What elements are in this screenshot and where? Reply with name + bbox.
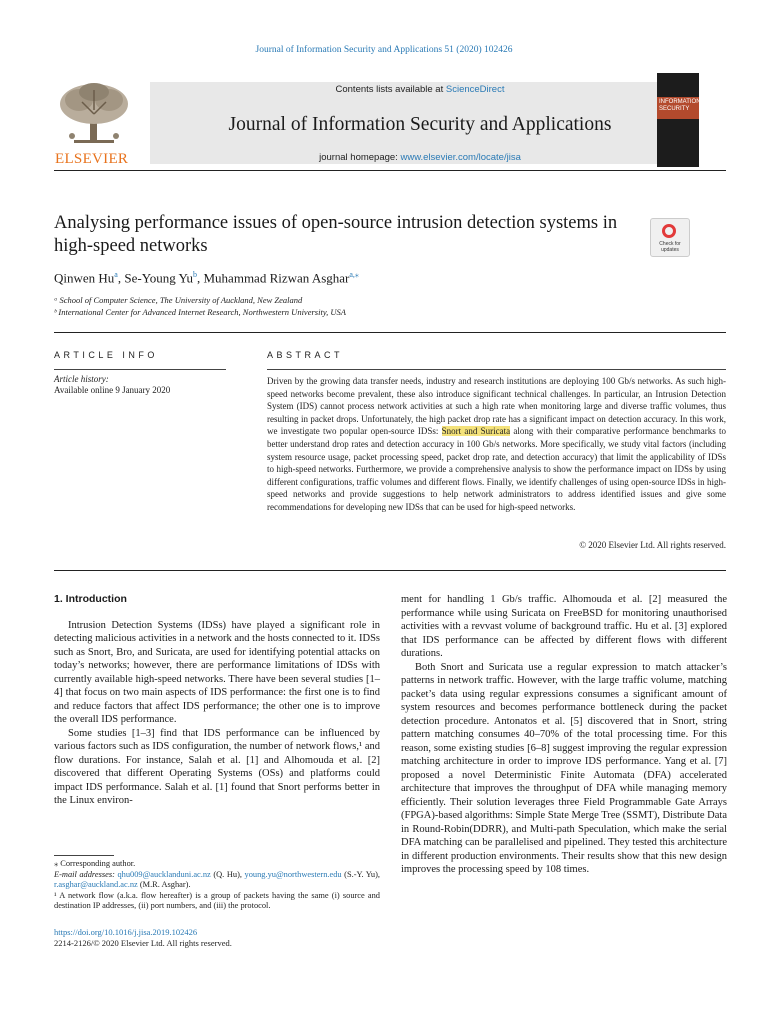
email-owner: (Q. Hu), bbox=[213, 869, 242, 879]
author-affil-mark[interactable]: b bbox=[193, 270, 197, 279]
journal-cover-thumbnail bbox=[657, 73, 699, 167]
corresponding-note: ⁎ Corresponding author. bbox=[54, 859, 136, 868]
section-heading: 1. Introduction bbox=[54, 593, 127, 605]
footnote-1: ¹ A network flow (a.k.a. flow hereafter) is a group of packets having the same (i) source and destination IP addresses, (ii) port numbers, and (iii) the protocol. bbox=[54, 890, 380, 910]
body-paragraph: Intrusion Detection Systems (IDSs) have played a significant role in detecting malicious activities in a network and the hosts connected to it. IDSs such as Snort, Bro, and Suricata, are used for identifying potential attacks on today’s networks; however, there are performance limitations of IDSs with currently available high-speed networks. There have been several studies [1–4] that focus on two main aspects of IDS performance: the first one is to find and reduce factors that affect IDS performance; the other one is to improve the overall IDS performance. bbox=[54, 619, 380, 725]
cover-text: INFORMATION SECURITY bbox=[659, 99, 701, 112]
email-owner: (M.R. Asghar). bbox=[139, 880, 191, 889]
body-paragraph: Both Snort and Suricata use a regular expression to match attacker’s patterns in network traffic. However, with the large traffic volume, matching packet’s data using regular expressions consumes a significant amount of system resources and becomes performance bottleneck during the packet detection procedure. Antonatos et al. [5] discovered that in Snort, string pattern matching consumes 40–70% of the total processing time. For this reason, some existing studies [6–8] suggest improving the regular expression matching architecture in order to improve IDS performance. Yang et al. [7] proposed a novel Deterministic Finite Automata (DFA) accelerated architecture that improves the throughput of DFA while managing memory efficiently. Their solution leverages three Field Programmable Gate Arrays (FPGA)-based algorithms: Simple State Merge Tree (SSMT), Distribute Data in Round-Robin(DDRR), and Multi-path Speculation, which make the serial DFA matching can be parallelised and pipelined. They tested this architecture in different production environments. Their results show that this new design improves the processing speed by 108 times. bbox=[401, 661, 727, 875]
email-link[interactable]: qhu009@aucklanduni.ac.nz bbox=[117, 869, 211, 879]
doi-link[interactable]: https://doi.org/10.1016/j.jisa.2019.102426 bbox=[54, 927, 198, 937]
elsevier-wordmark: ELSEVIER bbox=[55, 151, 129, 167]
sciencedirect-link[interactable]: ScienceDirect bbox=[445, 84, 505, 95]
author-affil-mark[interactable]: a,⁎ bbox=[349, 270, 359, 279]
article-info-heading: ARTICLE INFO bbox=[54, 350, 158, 360]
check-for-updates-badge[interactable] bbox=[650, 218, 690, 257]
article-history bbox=[54, 374, 170, 396]
author-affil-mark[interactable]: a bbox=[114, 270, 118, 279]
abstract-copyright: © 2020 Elsevier Ltd. All rights reserved. bbox=[579, 540, 726, 550]
history-label: Article history: bbox=[54, 374, 109, 384]
affiliation: ᵃ School of Computer Science, The University of Auckland, New Zealand bbox=[54, 295, 303, 305]
email-link[interactable]: young.yu@northwestern.edu bbox=[244, 869, 342, 879]
abstract-part: Driven by the growing data transfer needs, industry and research institutions are deploying 100 Gb/s networks. As such high-speed networks become prevalent, these also introduce significant technical challenges. In particular, an Intrusion Detection System (IDS) cannot process network activities at such a high rate when monitoring large and diverse traffic volumes, thus resulting in packet drops. Unfortunately, the high packet drop rate has a significant impact on detection accuracy. In this work, we investigate two popular open-source IDSs: bbox=[267, 376, 726, 437]
crossmark-label: Check for updates bbox=[659, 241, 681, 253]
footnote-rule bbox=[54, 855, 114, 856]
abstract-bottom-rule bbox=[54, 570, 726, 571]
homepage-prefix: journal homepage: bbox=[319, 152, 401, 163]
abstract-text bbox=[267, 375, 726, 514]
history-value: Available online 9 January 2020 bbox=[54, 385, 171, 395]
author-name: Muhammad Rizwan Asghar bbox=[203, 270, 350, 286]
email-owner: (S.-Y. Yu), bbox=[344, 869, 380, 879]
highlighted-text[interactable]: Snort and Suricata bbox=[441, 426, 511, 437]
affiliation: ᵇ International Center for Advanced Internet Research, Northwestern University, USA bbox=[54, 307, 346, 317]
author-list: Qinwen Hu$^a$, Se-Young Yu$^b$, Muhammad Rizwan Asghar$^{a,⁎}$ bbox=[54, 270, 359, 286]
author-name: Se-Young Yu bbox=[124, 270, 193, 286]
contents-line bbox=[150, 84, 690, 95]
homepage-link[interactable]: www.elsevier.com/locate/jisa bbox=[400, 152, 521, 163]
journal-header bbox=[54, 80, 699, 168]
journal-title: Journal of Information Security and Applications bbox=[228, 114, 612, 135]
abstract-rule bbox=[267, 369, 726, 370]
elsevier-tree-logo bbox=[54, 80, 134, 168]
contents-prefix: Contents lists available at bbox=[335, 84, 446, 95]
author-name: Qinwen Hu bbox=[54, 270, 115, 286]
article-title: Analysing performance issues of open-source intrusion detection systems in high-speed networks bbox=[54, 213, 618, 256]
crossmark-icon bbox=[662, 224, 676, 238]
info-rule bbox=[54, 369, 226, 370]
email-link[interactable]: r.asghar@auckland.ac.nz bbox=[54, 880, 138, 889]
tree-icon bbox=[54, 80, 134, 150]
body-paragraph: Some studies [1–3] find that IDS performance can be influenced by various factors such as IDS configuration, the number of network flows,¹ and flow durations. For instance, Salah et al. [1] and Alhomouda et al. [2] discovered that different Operating Systems (OSs) and platforms could impact IDS performance. Salah et al. [1] found that Snort performs better in the Linux environ- bbox=[54, 727, 380, 806]
body-column-right bbox=[401, 593, 727, 877]
abstract-part: along with their comparative performance benchmarks to better understand drop rates and detection accuracy in 100 Gb/s networks. More specifically, we study vital factors (including system resource usage, packet processing speed, packet drop rate, and detection accuracy) that limit the applicability of IDSs to high-speed networks. Furthermore, we provide a comprehensive analysis to show the performance impact on IDSs by using different configurations, traffic volumes and different flows. Finally, we identify challenges of using open-source IDSs in high-speed networks and provide suggestions to help network administrators to address identified issues and give some recommendations for developing new IDSs that can be used for high-speed networks. bbox=[267, 426, 726, 512]
email-label: E-mail addresses: bbox=[54, 869, 115, 879]
affil-rule bbox=[54, 332, 726, 333]
journal-reference[interactable]: Journal of Information Security and Applications 51 (2020) 102426 bbox=[255, 45, 513, 55]
header-rule bbox=[54, 170, 726, 171]
email-addresses bbox=[54, 870, 380, 891]
body-column-left bbox=[54, 593, 380, 808]
abstract-heading: ABSTRACT bbox=[267, 350, 344, 360]
footnotes bbox=[54, 859, 380, 912]
issn-line: 2214-2126/© 2020 Elsevier Ltd. All rights reserved. bbox=[54, 938, 232, 948]
body-paragraph: ment for handling 1 Gb/s traffic. Alhomouda et al. [2] measured the performance while using Suricata on FreeBSD for monitoring unauthorised activities with a revvast volume of background traffic. Hu et al. [3] explored that IDS performance can be affected by different flows with different durations. bbox=[401, 594, 727, 659]
homepage-line bbox=[150, 152, 690, 163]
journal-banner bbox=[150, 82, 690, 164]
